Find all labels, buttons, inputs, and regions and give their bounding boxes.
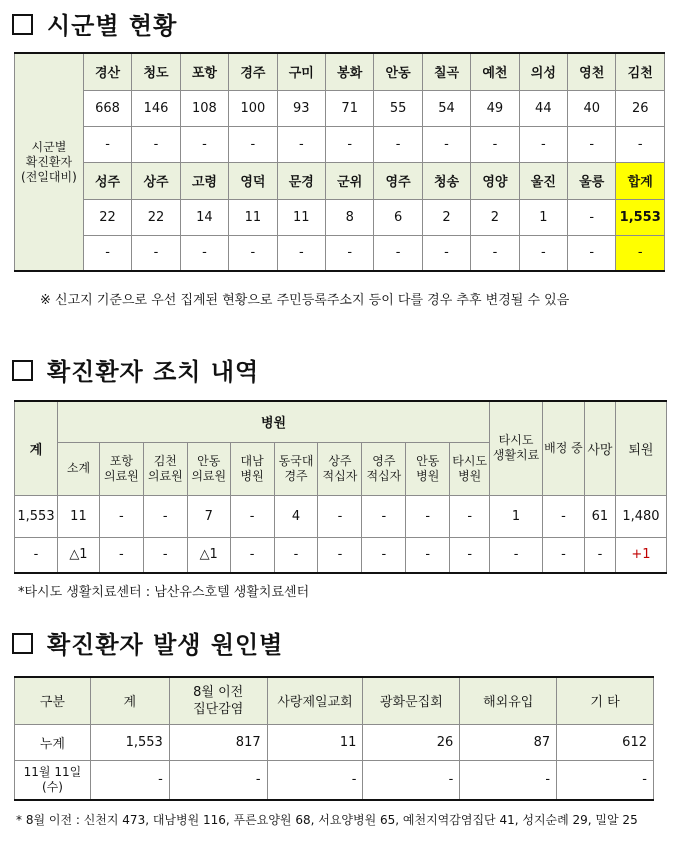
action-cumulative-cell: -	[230, 495, 274, 537]
checkbox-square-icon	[12, 360, 33, 381]
region-header: 울릉	[568, 162, 616, 199]
region-header: 예천	[471, 53, 519, 90]
region-total: 1	[519, 199, 567, 235]
patient-action-table	[14, 400, 667, 574]
region-total: 55	[374, 90, 422, 126]
section3-title	[12, 625, 283, 660]
action-cumulative-cell: 1,480	[615, 495, 666, 537]
region-diff: -	[132, 126, 180, 162]
region-total: -	[568, 199, 616, 235]
region-diff: -	[422, 126, 470, 162]
region-diff: -	[277, 126, 325, 162]
region-total: 11	[277, 199, 325, 235]
region-header: 청송	[422, 162, 470, 199]
grand-total: 1,553	[616, 199, 665, 235]
action-diff-cell: -	[584, 537, 615, 573]
region-diff: -	[471, 126, 519, 162]
row-label-cell	[15, 53, 84, 271]
hospital-col-header: 영주 적십자	[362, 442, 406, 495]
row-label-line: (전일대비)	[21, 169, 77, 184]
region-total: 26	[616, 90, 665, 126]
region-header: 울진	[519, 162, 567, 199]
region-total: 14	[180, 199, 228, 235]
section1-title	[12, 6, 177, 41]
action-cumulative-cell: 61	[584, 495, 615, 537]
section2-title	[12, 352, 259, 387]
region-diff: -	[326, 235, 374, 271]
hospital-col-header: 동국대 경주	[274, 442, 318, 495]
region-total: 2	[422, 199, 470, 235]
col-hospital-header: 병원	[57, 401, 489, 442]
cause-header: 8월 이전 집단감염	[169, 677, 267, 724]
region-diff: -	[180, 235, 228, 271]
cause-row-label: 누계	[15, 724, 91, 760]
col-total-header: 계	[15, 401, 58, 495]
action-cumulative-cell: -	[318, 495, 362, 537]
section2-title-text: 확진환자 조치 내역	[47, 358, 260, 386]
hospital-col-header: 소계	[57, 442, 99, 495]
region-total: 8	[326, 199, 374, 235]
region-total: 22	[132, 199, 180, 235]
region-total: 93	[277, 90, 325, 126]
region-diff: -	[277, 235, 325, 271]
action-cumulative-cell: -	[99, 495, 143, 537]
region-header: 봉화	[326, 53, 374, 90]
region-header: 포항	[180, 53, 228, 90]
cause-cumulative-cell: 11	[267, 724, 363, 760]
action-cumulative-cell: 11	[57, 495, 99, 537]
region-total: 108	[180, 90, 228, 126]
action-diff-cell: -	[143, 537, 187, 573]
region-diff: -	[229, 235, 277, 271]
col-death-header: 사망	[584, 401, 615, 495]
region-status-table	[14, 52, 665, 272]
region-header: 영천	[568, 53, 616, 90]
cause-daily-cell: -	[557, 760, 654, 800]
action-cumulative-cell: 1,553	[15, 495, 58, 537]
region-total: 2	[471, 199, 519, 235]
col-assigning-header: 배정 중	[543, 401, 585, 495]
cause-cumulative-cell: 87	[460, 724, 557, 760]
row-label-line: 시군별	[31, 139, 67, 154]
region-header: 영주	[374, 162, 422, 199]
grand-total-diff: -	[616, 235, 665, 271]
region-diff: -	[422, 235, 470, 271]
region-header: 고령	[180, 162, 228, 199]
region-header: 영양	[471, 162, 519, 199]
cause-header: 기 타	[557, 677, 654, 724]
region-header: 구미	[277, 53, 325, 90]
action-cumulative-cell: 4	[274, 495, 318, 537]
region-diff: -	[229, 126, 277, 162]
region-diff: -	[83, 235, 131, 271]
action-diff-cell: -	[362, 537, 406, 573]
region-header: 상주	[132, 162, 180, 199]
action-cumulative-cell: -	[362, 495, 406, 537]
region-total: 40	[568, 90, 616, 126]
region-header: 청도	[132, 53, 180, 90]
region-header: 칠곡	[422, 53, 470, 90]
region-diff: -	[83, 126, 131, 162]
section3-title-text: 확진환자 발생 원인별	[47, 631, 284, 659]
action-cumulative-cell: -	[450, 495, 490, 537]
cause-daily-cell: -	[460, 760, 557, 800]
region-header: 의성	[519, 53, 567, 90]
cause-daily-cell: -	[90, 760, 169, 800]
region-total: 71	[326, 90, 374, 126]
region-diff: -	[374, 126, 422, 162]
region-total: 146	[132, 90, 180, 126]
region-diff: -	[180, 126, 228, 162]
region-diff: -	[374, 235, 422, 271]
cause-daily-cell: -	[267, 760, 363, 800]
action-cumulative-cell: -	[543, 495, 585, 537]
region-total: 44	[519, 90, 567, 126]
region-total: 6	[374, 199, 422, 235]
region-header: 영덕	[229, 162, 277, 199]
action-diff-cell: -	[543, 537, 585, 573]
action-diff-cell: -	[318, 537, 362, 573]
hospital-col-header: 안동 의료원	[187, 442, 230, 495]
cause-header: 구분	[15, 677, 91, 724]
action-cumulative-cell: 1	[490, 495, 543, 537]
hospital-col-header: 상주 적십자	[318, 442, 362, 495]
hospital-col-header: 대남 병원	[230, 442, 274, 495]
region-total: 22	[83, 199, 131, 235]
region-diff: -	[132, 235, 180, 271]
infection-cause-table	[14, 676, 654, 801]
action-diff-cell: -	[274, 537, 318, 573]
section1-title-text: 시군별 현황	[47, 12, 178, 40]
cause-cumulative-cell: 612	[557, 724, 654, 760]
region-header: 경산	[83, 53, 131, 90]
action-cumulative-cell: -	[406, 495, 450, 537]
cause-date-label: 11월 11일 (수)	[15, 760, 91, 800]
cause-header: 광화문집회	[363, 677, 460, 724]
cause-header: 해외유입	[460, 677, 557, 724]
region-total: 668	[83, 90, 131, 126]
checkbox-square-icon	[12, 14, 33, 35]
action-diff-cell: -	[490, 537, 543, 573]
region-total: 54	[422, 90, 470, 126]
cause-cumulative-cell: 26	[363, 724, 460, 760]
region-diff: -	[519, 126, 567, 162]
action-diff-cell: -	[99, 537, 143, 573]
action-diff-cell: -	[230, 537, 274, 573]
action-diff-cell-increase: +1	[615, 537, 666, 573]
checkbox-square-icon	[12, 633, 33, 654]
region-header: 문경	[277, 162, 325, 199]
row-label-line: 확진환자	[25, 154, 73, 169]
region-header: 김천	[616, 53, 665, 90]
section3-note: * 8월 이전 : 신천지 473, 대남병원 116, 푸른요양원 68, 서요양병원 65, 예천지역감염집단 41, 성지순례 29, 밀알 25	[16, 813, 638, 827]
hospital-col-header: 타시도 병원	[450, 442, 490, 495]
section2-note: *타시도 생활치료센터 : 남산유스호텔 생활치료센터	[18, 585, 310, 600]
region-diff: -	[568, 126, 616, 162]
region-total: 11	[229, 199, 277, 235]
action-diff-cell: △1	[187, 537, 230, 573]
action-diff-cell: -	[15, 537, 58, 573]
region-diff: -	[471, 235, 519, 271]
action-diff-cell: △1	[57, 537, 99, 573]
col-other-city-header: 타시도 생활치료	[490, 401, 543, 495]
region-header: 경주	[229, 53, 277, 90]
region-header: 안동	[374, 53, 422, 90]
action-diff-cell: -	[450, 537, 490, 573]
region-diff: -	[326, 126, 374, 162]
hospital-col-header: 포항 의료원	[99, 442, 143, 495]
cause-daily-cell: -	[169, 760, 267, 800]
region-diff: -	[568, 235, 616, 271]
region-diff: -	[519, 235, 567, 271]
region-header: 성주	[83, 162, 131, 199]
region-total: 49	[471, 90, 519, 126]
region-header: 군위	[326, 162, 374, 199]
action-cumulative-cell: -	[143, 495, 187, 537]
cause-daily-cell: -	[363, 760, 460, 800]
cause-header: 계	[90, 677, 169, 724]
cause-header: 사랑제일교회	[267, 677, 363, 724]
cause-cumulative-cell: 817	[169, 724, 267, 760]
col-discharge-header: 퇴원	[615, 401, 666, 495]
total-header: 합계	[616, 162, 665, 199]
cause-cumulative-cell: 1,553	[90, 724, 169, 760]
section1-note: ※ 신고지 기준으로 우선 집계된 현황으로 주민등록주소지 등이 다를 경우 추후 변경될 수 있음	[40, 293, 570, 308]
region-diff: -	[616, 126, 665, 162]
hospital-col-header: 안동 병원	[406, 442, 450, 495]
action-cumulative-cell: 7	[187, 495, 230, 537]
hospital-col-header: 김천 의료원	[143, 442, 187, 495]
region-total: 100	[229, 90, 277, 126]
action-diff-cell: -	[406, 537, 450, 573]
